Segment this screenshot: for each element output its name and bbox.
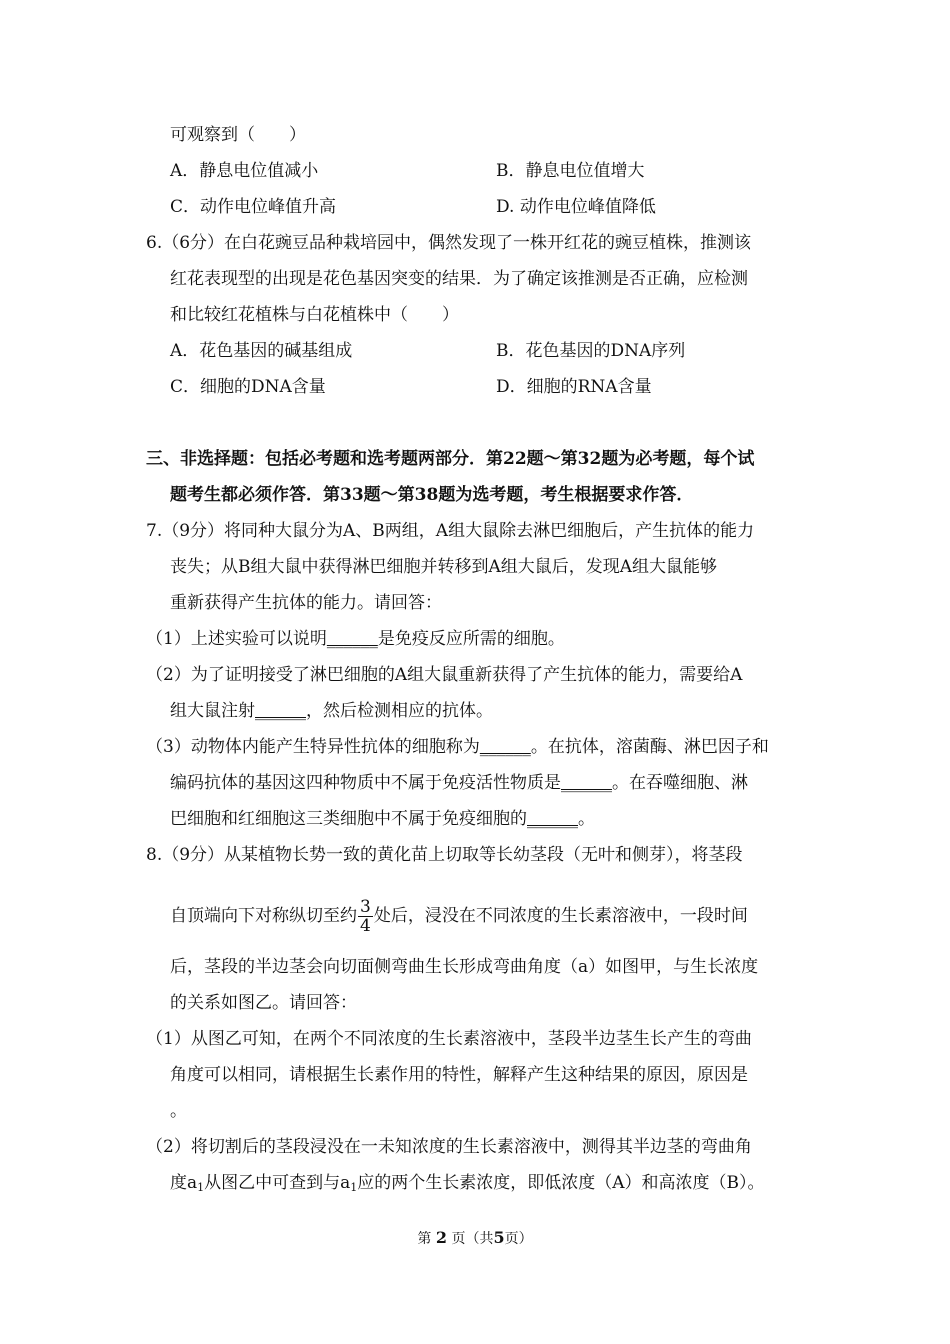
q7-part3-line1 [146, 736, 769, 758]
q5-stem-continued: 可观察到（ ） [170, 125, 306, 145]
q5-option-a: A．静息电位值减小 [170, 161, 319, 181]
q7-part1-text-b: 是免疫反应所需的细胞。 [377, 629, 565, 649]
q6-stem-line2: 红花表现型的出现是花色基因突变的结果．为了确定该推测是否正确，应检测 [170, 269, 748, 289]
q6-option-c: C．细胞的DNA含量 [170, 377, 326, 397]
answer-blank: ______ [326, 629, 378, 649]
q8-part2-text-c: 应的两个生长素浓度，即低浓度（A）和高浓度（B）。 [357, 1173, 765, 1193]
q8-part1-line3: 。 [170, 1101, 187, 1121]
q7-stem-line1: 7.（9分）将同种大鼠分为A、B两组，A组大鼠除去淋巴细胞后，产生抗体的能力 [146, 521, 755, 541]
footer-text-pre: 第 [417, 1231, 432, 1247]
q6-option-b: B．花色基因的DNA序列 [496, 341, 686, 361]
q8-part2-line1: （2）将切割后的茎段浸没在一未知浓度的生长素溶液中，测得其半边茎的弯曲角 [146, 1137, 752, 1157]
q6-stem-line1: 6.（6分）在白花豌豆品种栽培园中，偶然发现了一株开红花的豌豆植株，推测该 [146, 233, 752, 253]
q7-part3-text-c: 编码抗体的基因这四种物质中不属于免疫活性物质是 [170, 773, 561, 793]
q8-stem-line2 [170, 896, 748, 936]
answer-blank: ______ [479, 737, 531, 757]
fraction-denominator: 4 [360, 916, 371, 936]
q8-stem-line3: 后，茎段的半边茎会向切面侧弯曲生长形成弯曲角度（a）如图甲，与生长浓度 [170, 957, 759, 977]
q7-part3-text-b: 。在抗体，溶菌酶、淋巴因子和 [530, 737, 769, 757]
q8-part2-text-a: 度a [170, 1173, 198, 1193]
section3-heading-line2: 题考生都必须作答．第33题～第38题为选考题，考生根据要求作答． [170, 485, 694, 505]
q7-part2-text-b: ，然后检测相应的抗体。 [306, 701, 493, 721]
q7-stem-line2: 丧失；从B组大鼠中获得淋巴细胞并转移到A组大鼠后，发现A组大鼠能够 [170, 557, 718, 577]
q8-stem-text-b: 处后，浸没在不同浓度的生长素溶液中，一段时间 [373, 906, 748, 926]
q5-option-b: B．静息电位值增大 [496, 161, 645, 181]
q8-stem-line4: 的关系如图乙。请回答： [170, 993, 357, 1013]
q7-part3-text-a: （3）动物体内能产生特异性抗体的细胞称为 [146, 737, 480, 757]
q6-option-a: A．花色基因的碱基组成 [170, 341, 353, 361]
q7-part2-line2 [170, 700, 493, 722]
q8-part1-line2: 角度可以相同，请根据生长素作用的特性，解释产生这种结果的原因，原因是 [170, 1065, 748, 1085]
subscript: 1 [197, 1181, 205, 1194]
q5-option-c: C．动作电位峰值升高 [170, 197, 337, 217]
q7-part1-text-a: （1）上述实验可以说明 [146, 629, 327, 649]
q8-part2-line2 [170, 1172, 765, 1199]
footer-text-mid: 页（共 [451, 1231, 494, 1247]
section3-heading-line1: 三、非选择题：包括必考题和选考题两部分．第22题～第32题为必考题，每个试 [146, 449, 755, 469]
subscript: 1 [350, 1181, 358, 1194]
total-pages: 5 [493, 1228, 505, 1247]
fraction [358, 898, 373, 935]
q8-part1-line1: （1）从图乙可知，在两个不同浓度的生长素溶液中，茎段半边茎生长产生的弯曲 [146, 1029, 752, 1049]
q7-part3-text-d: 。在吞噬细胞、淋 [612, 773, 748, 793]
q7-part3-text-f: 。 [578, 809, 595, 829]
footer-text-post: 页） [504, 1231, 533, 1247]
page-number: 2 [435, 1228, 447, 1247]
answer-blank: ______ [527, 809, 578, 829]
page-footer [0, 1228, 950, 1249]
q6-stem-line3: 和比较红花植株与白花植株中（ ） [170, 305, 459, 325]
q7-part2-text-a: 组大鼠注射 [170, 701, 255, 721]
q5-option-d: D. 动作电位峰值降低 [496, 197, 656, 217]
q8-stem-text-a: 自顶端向下对称纵切至约 [170, 906, 357, 926]
q7-part3-line3 [170, 808, 595, 830]
q7-part3-text-e: 巴细胞和红细胞这三类细胞中不属于免疫细胞的 [170, 809, 527, 829]
answer-blank: ______ [561, 773, 612, 793]
answer-blank: ______ [255, 701, 306, 721]
q6-option-d: D．细胞的RNA含量 [496, 377, 652, 397]
q7-part1 [146, 628, 565, 650]
q7-stem-line3: 重新获得产生抗体的能力。请回答： [170, 593, 442, 613]
q8-part2-text-b: 从图乙中可查到与a [204, 1173, 351, 1193]
q8-stem-line1: 8.（9分）从某植物长势一致的黄化苗上切取等长幼茎段（无叶和侧芽），将茎段 [146, 845, 743, 865]
q7-part3-line2 [170, 772, 748, 794]
fraction-numerator: 3 [360, 897, 371, 917]
q7-part2-line1: （2）为了证明接受了淋巴细胞的A组大鼠重新获得了产生抗体的能力，需要给A [146, 665, 743, 685]
